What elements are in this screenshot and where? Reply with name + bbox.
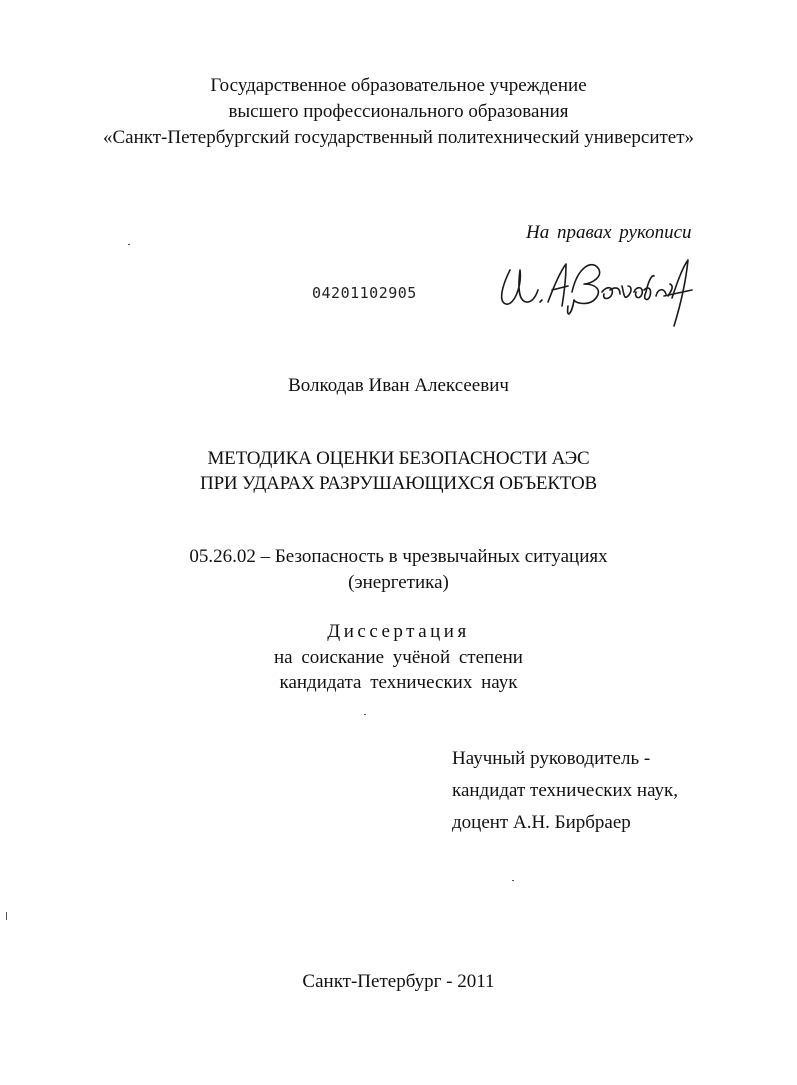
scan-mark xyxy=(6,912,7,920)
advisor-name: доцент А.Н. Бирбраер xyxy=(452,812,631,833)
scan-speck xyxy=(364,714,366,715)
specialty-code: 05.26.02 – Безопасность в чрезвычайных ситуациях xyxy=(189,546,608,567)
advisor-degree: кандидат технических наук, xyxy=(452,780,679,801)
registration-number: 04201102905 xyxy=(312,284,417,302)
manuscript-rights-note: На правах рукописи xyxy=(526,222,692,243)
author-name: Волкодав Иван Алексеевич xyxy=(288,375,509,396)
city-year: Санкт-Петербург - 2011 xyxy=(302,971,495,992)
specialty-field: (энергетика) xyxy=(348,572,449,593)
document-type: Диссертация xyxy=(327,621,470,642)
dissertation-title-line-2: ПРИ УДАРАХ РАЗРУШАЮЩИХСЯ ОБЪЕКТОВ xyxy=(200,473,597,494)
institution-line-1: Государственное образовательное учреждение xyxy=(210,75,587,96)
handwritten-signature xyxy=(496,256,696,328)
dissertation-title-line-1: МЕТОДИКА ОЦЕНКИ БЕЗОПАСНОСТИ АЭС xyxy=(207,448,590,469)
scan-speck xyxy=(512,880,514,881)
degree-name: кандидата технических наук xyxy=(279,672,518,693)
institution-line-3: «Санкт-Петербургский государственный политехнический университет» xyxy=(102,127,695,148)
advisor-role: Научный руководитель - xyxy=(452,748,651,769)
scan-speck xyxy=(128,244,130,245)
institution-line-2: высшего профессионального образования xyxy=(228,101,569,122)
degree-purpose: на соискание учёной степени xyxy=(274,647,523,668)
